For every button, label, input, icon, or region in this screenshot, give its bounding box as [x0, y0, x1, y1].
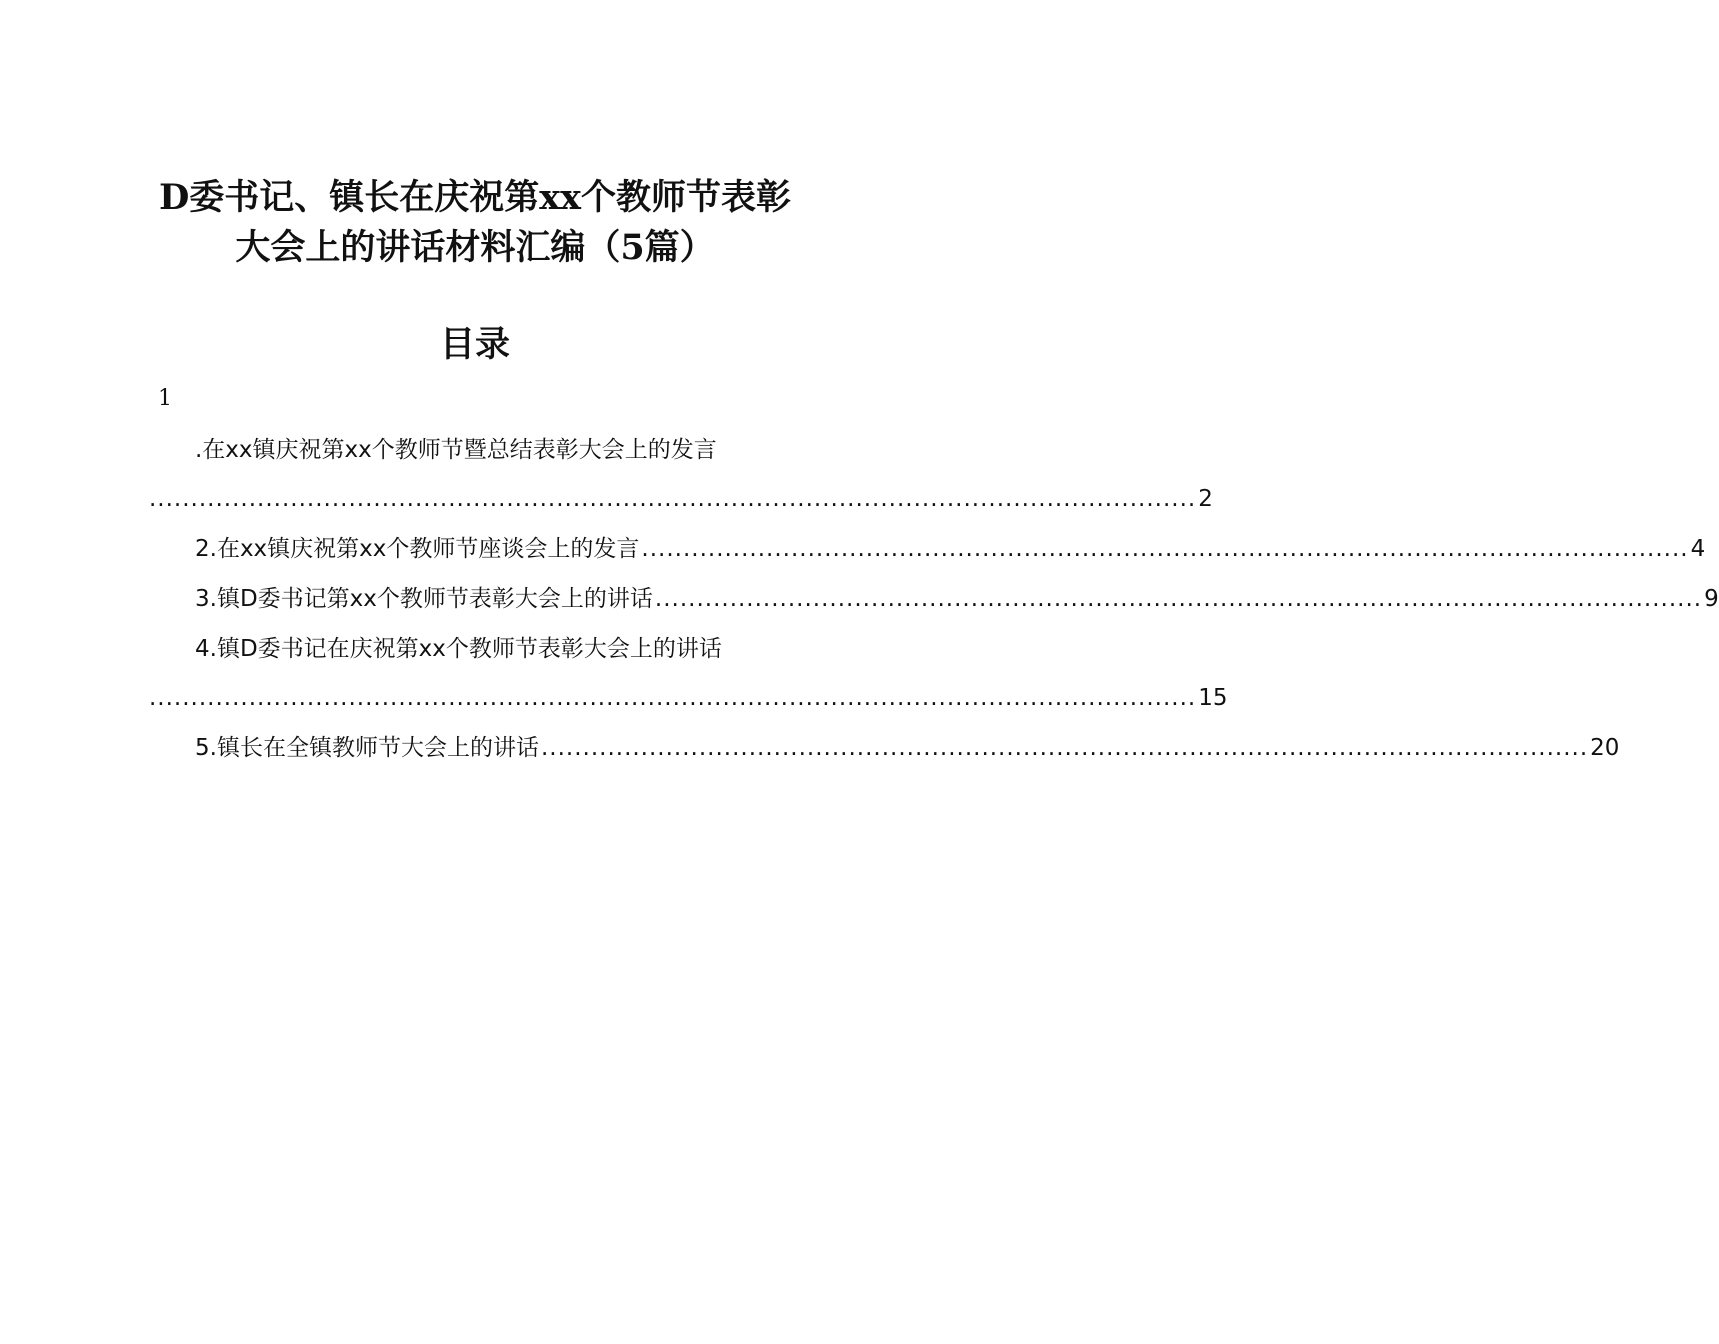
- toc-entry-1-text-line[interactable]: [195, 434, 805, 466]
- stray-list-number: 1: [158, 386, 172, 411]
- toc-entry-3[interactable]: [195, 583, 1719, 615]
- toc-entry-3-page: 9: [1704, 586, 1719, 612]
- toc-leader-dots: ..............................................................................................................................: [149, 685, 1197, 711]
- toc-entry-1-leader-line[interactable]: [147, 483, 1213, 515]
- toc-entry-3-title: 3.镇D委书记第xx个教师节表彰大会上的讲话: [195, 586, 653, 612]
- toc-leader-dots: ..............................................................................................................................: [149, 486, 1197, 512]
- toc-entry-4-leader-line[interactable]: [147, 682, 1228, 714]
- toc-entry-1-title: .在xx镇庆祝第xx个教师节暨总结表彰大会上的发言: [195, 437, 717, 463]
- toc-entry-4-title: 4.镇D委书记在庆祝第xx个教师节表彰大会上的讲话: [195, 636, 722, 662]
- document-title-line-1: D委书记、镇长在庆祝第xx个教师节表彰: [158, 177, 792, 218]
- toc-entry-5[interactable]: [195, 732, 1620, 764]
- document-title-line-2: 大会上的讲话材料汇编（5篇）: [235, 227, 715, 268]
- toc-leader-dots: ..............................................................................................................................: [540, 735, 1589, 761]
- toc-leader-dots: ..............................................................................................................................: [654, 586, 1703, 612]
- toc-leader-dots: ..............................................................................................................................: [641, 536, 1689, 562]
- toc-entry-2[interactable]: [195, 533, 1706, 565]
- toc-heading: 目录: [439, 324, 510, 365]
- toc-entry-4-text-line[interactable]: [195, 633, 805, 665]
- toc-entry-5-title: 5.镇长在全镇教师节大会上的讲话: [195, 735, 539, 761]
- toc-entry-2-page: 4: [1690, 536, 1706, 562]
- toc-entry-1-page: 2: [1198, 486, 1213, 512]
- toc-entry-5-page: 20: [1590, 735, 1620, 761]
- toc-entry-4-page: 15: [1198, 685, 1228, 711]
- toc-entry-2-title: 2.在xx镇庆祝第xx个教师节座谈会上的发言: [195, 536, 640, 562]
